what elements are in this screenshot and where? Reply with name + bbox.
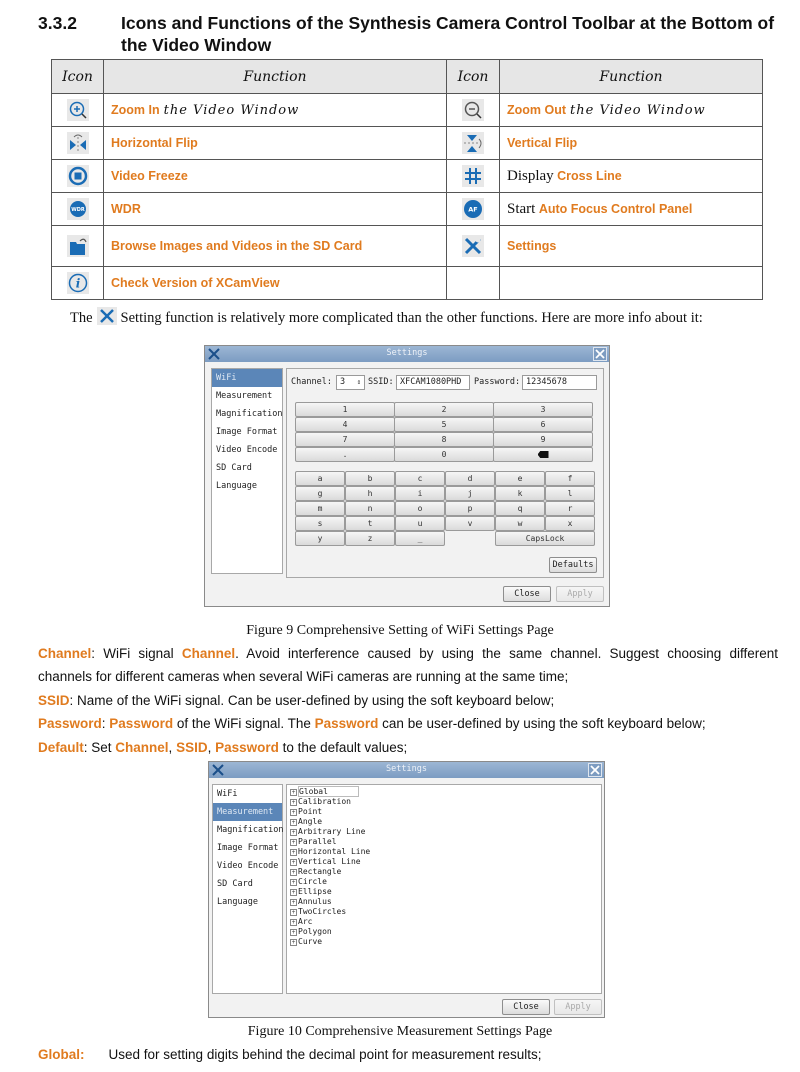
function-prefix: Start	[507, 200, 536, 217]
key-y[interactable]: y	[295, 531, 345, 546]
key-1[interactable]: 1	[295, 402, 395, 417]
sidebar-item-magnification[interactable]: Magnification	[217, 825, 284, 835]
expand-icon[interactable]: +	[291, 819, 296, 826]
default-description: Default: Set Channel, SSID, Password to the default values;	[38, 740, 408, 755]
close-button[interactable]: Close	[502, 999, 550, 1015]
dialog-titlebar[interactable]	[209, 762, 604, 778]
cross-line-icon	[462, 165, 484, 187]
function-label: Cross Line	[557, 168, 622, 183]
tree-item-calibration[interactable]: + Calibration	[291, 797, 351, 806]
dialog-title: Settings	[386, 764, 427, 774]
expand-icon[interactable]: +	[291, 849, 296, 856]
key-z[interactable]: z	[345, 531, 395, 546]
horizontal-flip-icon	[67, 132, 89, 154]
key-p[interactable]: p	[445, 501, 495, 516]
dialog-titlebar[interactable]	[205, 346, 609, 362]
sidebar-item-measurement[interactable]: Measurement	[213, 803, 282, 821]
wifi-pane	[286, 368, 604, 578]
apply-button[interactable]: Apply	[556, 586, 604, 602]
expand-icon[interactable]: +	[291, 929, 296, 936]
expand-icon[interactable]: +	[291, 919, 296, 926]
function-label: Zoom Out	[507, 102, 567, 117]
key-capslock[interactable]: CapsLock	[495, 531, 595, 546]
key-8[interactable]: 8	[394, 432, 494, 447]
key-f[interactable]: f	[545, 471, 595, 486]
ssid-input[interactable]: XFCAM1080PHD	[396, 375, 470, 390]
function-label: Auto Focus Control Panel	[538, 201, 693, 216]
key-m[interactable]: m	[295, 501, 345, 516]
sidebar-item-wifi[interactable]: WiFi	[212, 369, 282, 387]
key-s[interactable]: s	[295, 516, 345, 531]
expand-icon[interactable]: +	[291, 889, 296, 896]
expand-icon[interactable]: +	[291, 799, 296, 806]
function-label: Browse Images and Videos in the SD Card	[111, 239, 363, 253]
sidebar-item-image-format[interactable]: Image Format	[216, 427, 278, 437]
svg-text:i: i	[75, 276, 80, 291]
password-input[interactable]: 12345678	[522, 375, 597, 390]
sidebar-item-image-format[interactable]: Image Format	[217, 843, 279, 853]
key-l[interactable]: l	[545, 486, 595, 501]
expand-icon[interactable]: +	[291, 859, 296, 866]
table-row	[52, 160, 763, 193]
section-title: Icons and Functions of the Synthesis Camera Control Toolbar at the Bottom of the Video Window	[121, 13, 775, 55]
tree-item-circle[interactable]: + Circle	[291, 877, 327, 886]
spinner-arrows-icon[interactable]: ⇕	[356, 378, 361, 386]
global-description: Global: Used for setting digits behind the decimal point for measurement results;	[38, 1047, 542, 1062]
header-icon: Icon	[447, 60, 500, 94]
channel-description: Channel: WiFi signal Channel. Avoid interference caused by using the same channel. Suggest choosing different	[38, 646, 778, 661]
expand-icon[interactable]: +	[291, 829, 296, 836]
settings-icon	[97, 307, 117, 325]
function-label: Settings	[507, 239, 557, 253]
sidebar-item-magnification[interactable]: Magnification	[216, 409, 283, 419]
tree-item-vertical-line[interactable]: + Vertical Line	[291, 857, 361, 866]
auto-focus-icon	[462, 198, 484, 220]
expand-icon[interactable]: +	[291, 939, 296, 946]
zoom-in-icon	[67, 99, 89, 121]
header-icon: Icon	[52, 60, 104, 94]
tree-item-arbitrary-line[interactable]: + Arbitrary Line	[291, 827, 366, 836]
tree-item-curve[interactable]: + Curve	[291, 937, 323, 946]
defaults-button[interactable]: Defaults	[549, 557, 597, 573]
sidebar-item-video-encode[interactable]: Video Encode	[216, 445, 278, 455]
key-underscore[interactable]: _	[395, 531, 445, 546]
sidebar-item-language[interactable]: Language	[217, 897, 258, 907]
measurement-tree	[286, 784, 602, 994]
key-w[interactable]: w	[495, 516, 545, 531]
expand-icon[interactable]: +	[291, 879, 296, 886]
expand-icon[interactable]: +	[291, 899, 296, 906]
tree-item-horizontal-line[interactable]: + Horizontal Line	[291, 847, 371, 856]
key-4[interactable]: 4	[295, 417, 395, 432]
tree-item-point[interactable]: + Point	[291, 807, 323, 816]
icon-function-table	[51, 59, 763, 300]
key-0[interactable]: 0	[394, 447, 494, 462]
password-label: Password:	[474, 377, 521, 387]
tree-item-global[interactable]: + Global	[290, 787, 359, 797]
measurement-settings-dialog	[208, 761, 605, 1018]
section-number: 3.3.2	[38, 13, 77, 33]
key-a[interactable]: a	[295, 471, 345, 486]
channel-spinbox[interactable]: 3 ⇕	[336, 375, 365, 390]
key-r[interactable]: r	[545, 501, 595, 516]
tree-item-arc[interactable]: + Arc	[291, 917, 313, 926]
close-icon[interactable]	[593, 347, 607, 361]
table-row	[52, 193, 763, 226]
function-label: WDR	[111, 202, 141, 216]
ssid-description: SSID: Name of the WiFi signal. Can be user-defined by using the soft keyboard below;	[38, 693, 555, 708]
key-x[interactable]: x	[545, 516, 595, 531]
settings-sidebar	[212, 784, 283, 994]
vertical-flip-icon	[462, 132, 484, 154]
key-b[interactable]: b	[345, 471, 395, 486]
key-o[interactable]: o	[395, 501, 445, 516]
key-j[interactable]: j	[445, 486, 495, 501]
apply-button[interactable]: Apply	[554, 999, 602, 1015]
key-7[interactable]: 7	[295, 432, 395, 447]
key-2[interactable]: 2	[394, 402, 494, 417]
function-label: Check Version of XCamView	[111, 276, 280, 290]
key-v[interactable]: v	[445, 516, 495, 531]
function-label: Video Freeze	[111, 169, 188, 183]
key-backspace[interactable]	[493, 447, 593, 462]
tree-item-rectangle[interactable]: + Rectangle	[291, 867, 342, 876]
function-suffix: the Video Window	[570, 102, 706, 118]
expand-icon[interactable]: +	[291, 809, 296, 816]
key-c[interactable]: c	[395, 471, 445, 486]
key-d[interactable]: d	[445, 471, 495, 486]
channel-label: Channel:	[291, 377, 332, 387]
zoom-out-icon	[462, 99, 484, 121]
key-6[interactable]: 6	[493, 417, 593, 432]
settings-sidebar	[211, 368, 283, 574]
function-suffix: the Video Window	[163, 102, 300, 118]
tree-item-annulus[interactable]: + Annulus	[291, 897, 332, 906]
expand-icon[interactable]: +	[291, 789, 296, 796]
tree-item-ellipse[interactable]: + Ellipse	[291, 887, 332, 896]
key-g[interactable]: g	[295, 486, 345, 501]
password-description: Password: Password of the WiFi signal. The Password can be user-defined by using the soft keyboard below;	[38, 716, 706, 731]
expand-icon[interactable]: +	[291, 869, 296, 876]
wifi-settings-dialog	[204, 345, 610, 607]
key-3[interactable]: 3	[493, 402, 593, 417]
close-button[interactable]: Close	[503, 586, 551, 602]
table-row	[52, 94, 763, 127]
sidebar-item-video-encode[interactable]: Video Encode	[217, 861, 279, 871]
function-label: Zoom In	[111, 102, 160, 117]
header-function: Function	[500, 60, 763, 94]
key-n[interactable]: n	[345, 501, 395, 516]
table-row	[52, 267, 763, 300]
function-prefix: Display	[507, 167, 554, 184]
header-function: Function	[104, 60, 447, 94]
function-label: Vertical Flip	[507, 136, 578, 150]
svg-text:WDR: WDR	[70, 207, 85, 213]
expand-icon[interactable]: +	[291, 839, 296, 846]
sidebar-item-sd-card[interactable]: SD Card	[216, 463, 252, 473]
table-row	[52, 127, 763, 160]
key-9[interactable]: 9	[493, 432, 593, 447]
info-icon	[67, 272, 89, 294]
tree-item-parallel[interactable]: + Parallel	[291, 837, 337, 846]
sidebar-item-sd-card[interactable]: SD Card	[217, 879, 253, 889]
sidebar-item-wifi[interactable]: WiFi	[217, 789, 238, 799]
key-h[interactable]: h	[345, 486, 395, 501]
ssid-label: SSID:	[368, 377, 394, 387]
key-u[interactable]: u	[395, 516, 445, 531]
tree-item-twocircles[interactable]: + TwoCircles	[291, 907, 347, 916]
key-i[interactable]: i	[395, 486, 445, 501]
function-label: Horizontal Flip	[111, 136, 198, 150]
wdr-icon	[67, 198, 89, 220]
expand-icon[interactable]: +	[291, 909, 296, 916]
figure-9-caption: Figure 9 Comprehensive Setting of WiFi Settings Page	[246, 623, 554, 638]
close-icon[interactable]	[588, 763, 602, 777]
key-k[interactable]: k	[495, 486, 545, 501]
sidebar-item-measurement[interactable]: Measurement	[216, 391, 273, 401]
tree-item-angle[interactable]: + Angle	[291, 817, 323, 826]
video-freeze-icon	[67, 165, 89, 187]
table-header-row	[52, 60, 763, 94]
tree-item-polygon[interactable]: + Polygon	[291, 927, 332, 936]
svg-text:AF: AF	[468, 205, 478, 214]
sd-card-folder-icon	[67, 235, 89, 257]
figure-10-caption: Figure 10 Comprehensive Measurement Settings Page	[247, 1024, 553, 1039]
key-q[interactable]: q	[495, 501, 545, 516]
key-dot[interactable]: .	[295, 447, 395, 462]
sidebar-item-language[interactable]: Language	[216, 481, 257, 491]
key-t[interactable]: t	[345, 516, 395, 531]
table-row	[52, 226, 763, 267]
backspace-icon	[538, 451, 549, 458]
intro-paragraph: The Setting function is relatively more complicated than the other functions. Here are more info about it:	[70, 307, 703, 327]
settings-icon	[462, 235, 484, 257]
channel-description-cont: channels for different cameras when several WiFi cameras are running at the same time;	[38, 669, 569, 684]
key-5[interactable]: 5	[394, 417, 494, 432]
key-e[interactable]: e	[495, 471, 545, 486]
dialog-title: Settings	[386, 348, 428, 358]
